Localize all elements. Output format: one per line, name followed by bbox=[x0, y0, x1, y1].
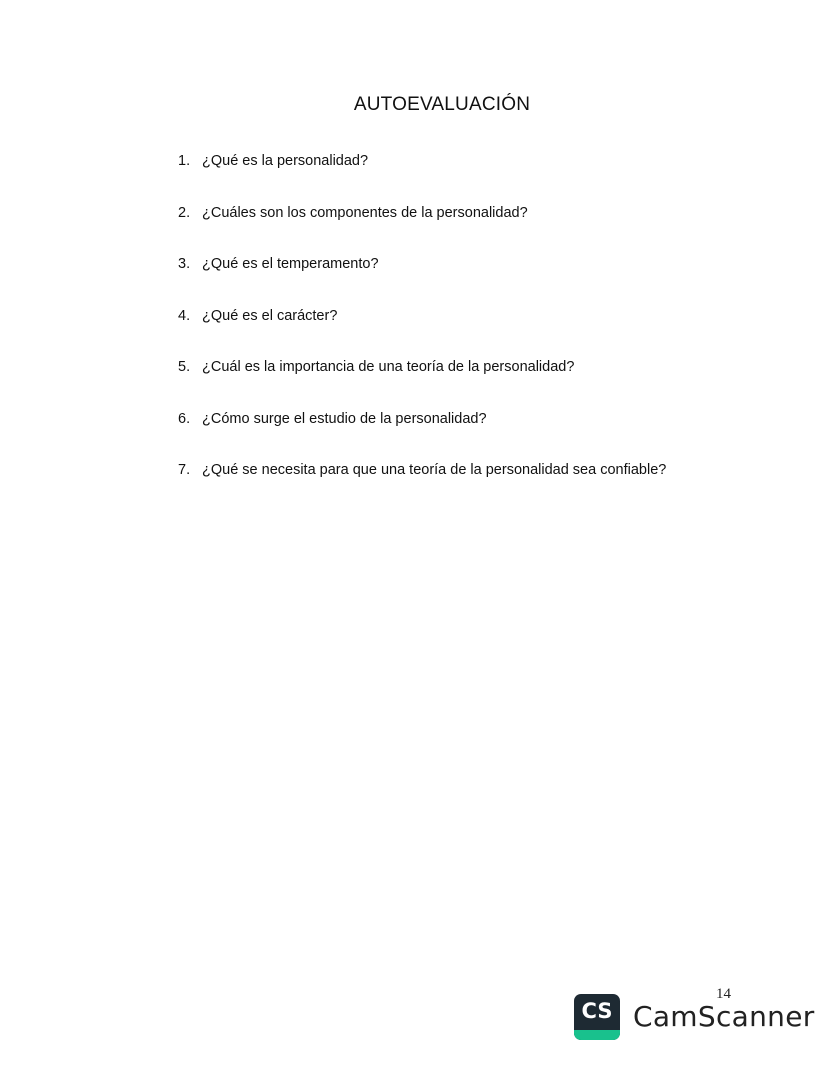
question-text: ¿Qué es el temperamento? bbox=[202, 256, 379, 272]
page-number: 14 bbox=[716, 986, 731, 1002]
question-number: 1. bbox=[178, 153, 191, 169]
logo-accent-bar bbox=[574, 1030, 620, 1040]
question-number: 2. bbox=[178, 204, 191, 221]
question-text: ¿Cuál es la importancia de una teoría de la personalidad? bbox=[202, 359, 575, 375]
logo-text: CS bbox=[581, 999, 613, 1023]
question-number: 3. bbox=[178, 256, 191, 272]
question-number: 6. bbox=[178, 410, 191, 427]
question-text: ¿Qué es la personalidad? bbox=[202, 153, 369, 169]
question-item bbox=[178, 462, 666, 514]
page-title: AUTOEVALUACIÓN bbox=[353, 94, 531, 115]
question-text: ¿Cuáles son los componentes de la personalidad? bbox=[202, 204, 528, 221]
question-item bbox=[178, 153, 666, 205]
question-item bbox=[178, 308, 666, 360]
question-list bbox=[178, 153, 666, 514]
question-number: 5. bbox=[178, 359, 191, 375]
question-number: 7. bbox=[178, 462, 191, 478]
question-item bbox=[178, 359, 666, 411]
watermark-brand: CamScanner bbox=[633, 1000, 815, 1033]
question-number: 4. bbox=[178, 307, 191, 324]
question-text: ¿Qué es el carácter? bbox=[202, 307, 338, 324]
question-item bbox=[178, 256, 666, 308]
question-item bbox=[178, 205, 666, 257]
question-text: ¿Cómo surge el estudio de la personalidad? bbox=[202, 410, 487, 427]
question-item bbox=[178, 411, 666, 463]
question-text: ¿Qué se necesita para que una teoría de la personalidad sea confiable? bbox=[202, 462, 667, 478]
camscanner-logo-icon bbox=[574, 994, 620, 1040]
